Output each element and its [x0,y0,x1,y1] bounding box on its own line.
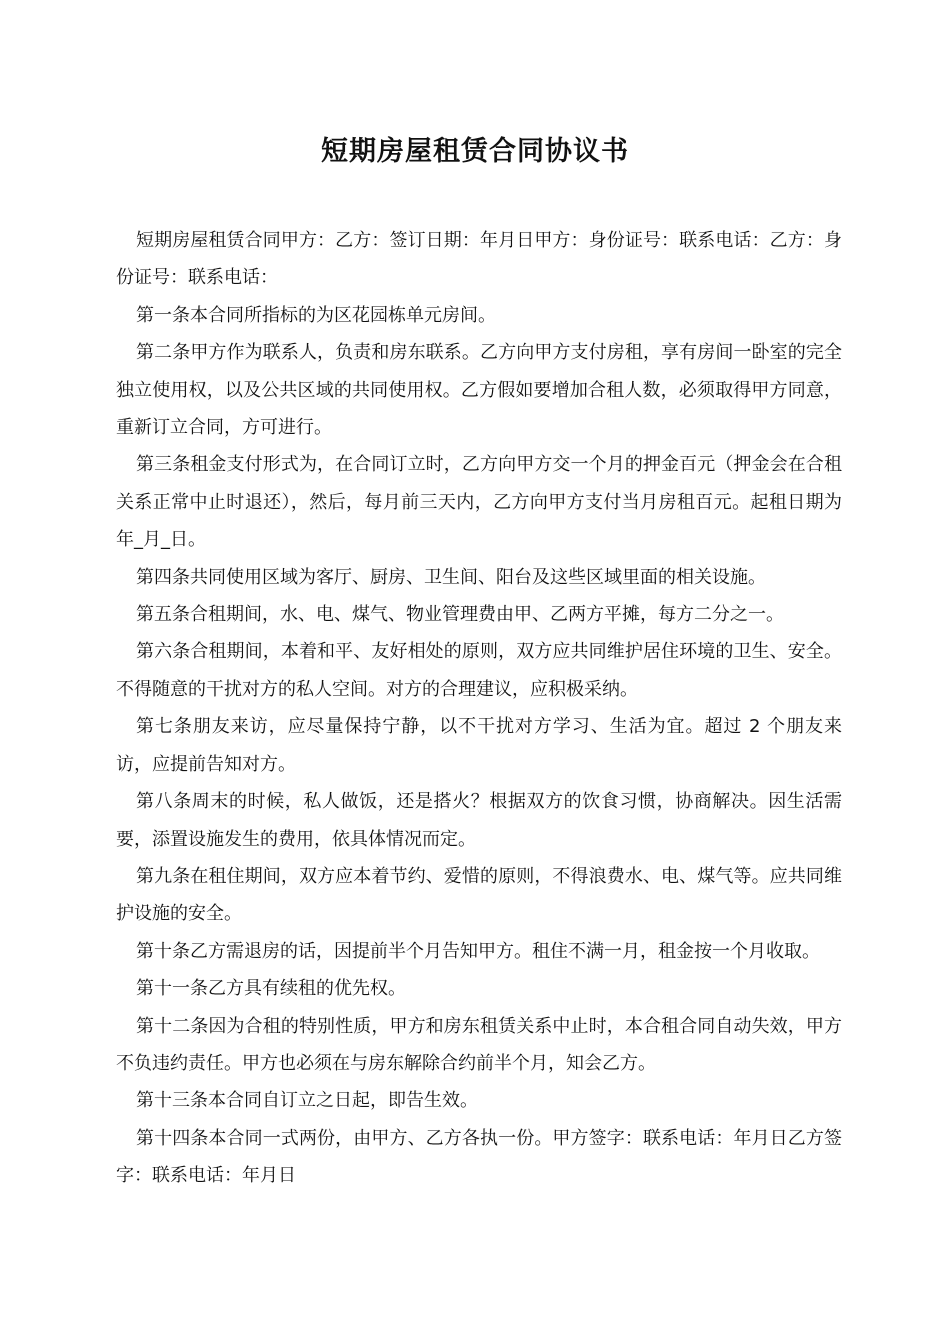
paragraph-article-11: 第十一条乙方具有续租的优先权。 [136,978,406,1000]
paragraph-article-14: 第十四条本合同一式两份，由甲方、乙方各执一份。甲方签字：联系电话：年月日乙方签字：联系电话：年月日 [116,1127,842,1187]
paragraph-article-6: 第六条合租期间，本着和平、友好相处的原则，双方应共同维护居住环境的卫生、安全。不得随意的干扰对方的私人空间。对方的合理建议，应积极采纳。 [116,641,842,700]
paragraph-article-5: 第五条合租期间，水、电、煤气、物业管理费由甲、乙两方平摊，每方二分之一。 [136,604,784,626]
document-title: 短期房屋租赁合同协议书 [321,136,629,167]
paragraph-article-12: 第十二条因为合租的特别性质，甲方和房东租赁关系中止时，本合租合同自动失效，甲方不负违约责任。甲方也必须在与房东解除合约前半个月，知会乙方。 [116,1015,842,1074]
paragraph-article-3: 第三条租金支付形式为，在合同订立时，乙方向甲方交一个月的押金百元（押金会在合租关系正常中止时退还），然后，每月前三天内，乙方向甲方支付当月房租百元。起租日期为年_月_日。 [116,454,842,551]
paragraph-article-2: 第二条甲方作为联系人，负责和房东联系。乙方向甲方支付房租，享有房间一卧室的完全独立使用权，以及公共区域的共同使用权。乙方假如要增加合租人数，必须取得甲方同意，重新订立合同，方可进行。 [116,342,842,439]
paragraph-article-13: 第十三条本合同自订立之日起，即告生效。 [136,1090,478,1112]
paragraph-parties: 短期房屋租赁合同甲方：乙方：签订日期：年月日甲方：身份证号：联系电话：乙方：身份证号：联系电话： [116,230,842,289]
paragraph-article-1: 第一条本合同所指标的为区花园栋单元房间。 [136,304,496,326]
paragraph-article-7: 第七条朋友来访，应尽量保持宁静，以不干扰对方学习、生活为宜。超过 2 个朋友来访，应提前告知对方。 [116,716,842,775]
paragraph-article-4: 第四条共同使用区域为客厅、厨房、卫生间、阳台及这些区域里面的相关设施。 [136,566,766,588]
paragraph-article-8: 第八条周末的时候，私人做饭，还是搭火？根据双方的饮食习惯，协商解决。因生活需要，添置设施发生的费用，依具体情况而定。 [116,791,842,850]
paragraph-article-9: 第九条在租住期间，双方应本着节约、爱惜的原则，不得浪费水、电、煤气等。应共同维护设施的安全。 [116,865,842,925]
document-body [116,222,842,1195]
paragraph-article-10: 第十条乙方需退房的话，因提前半个月告知甲方。租住不满一月，租金按一个月收取。 [136,940,820,962]
